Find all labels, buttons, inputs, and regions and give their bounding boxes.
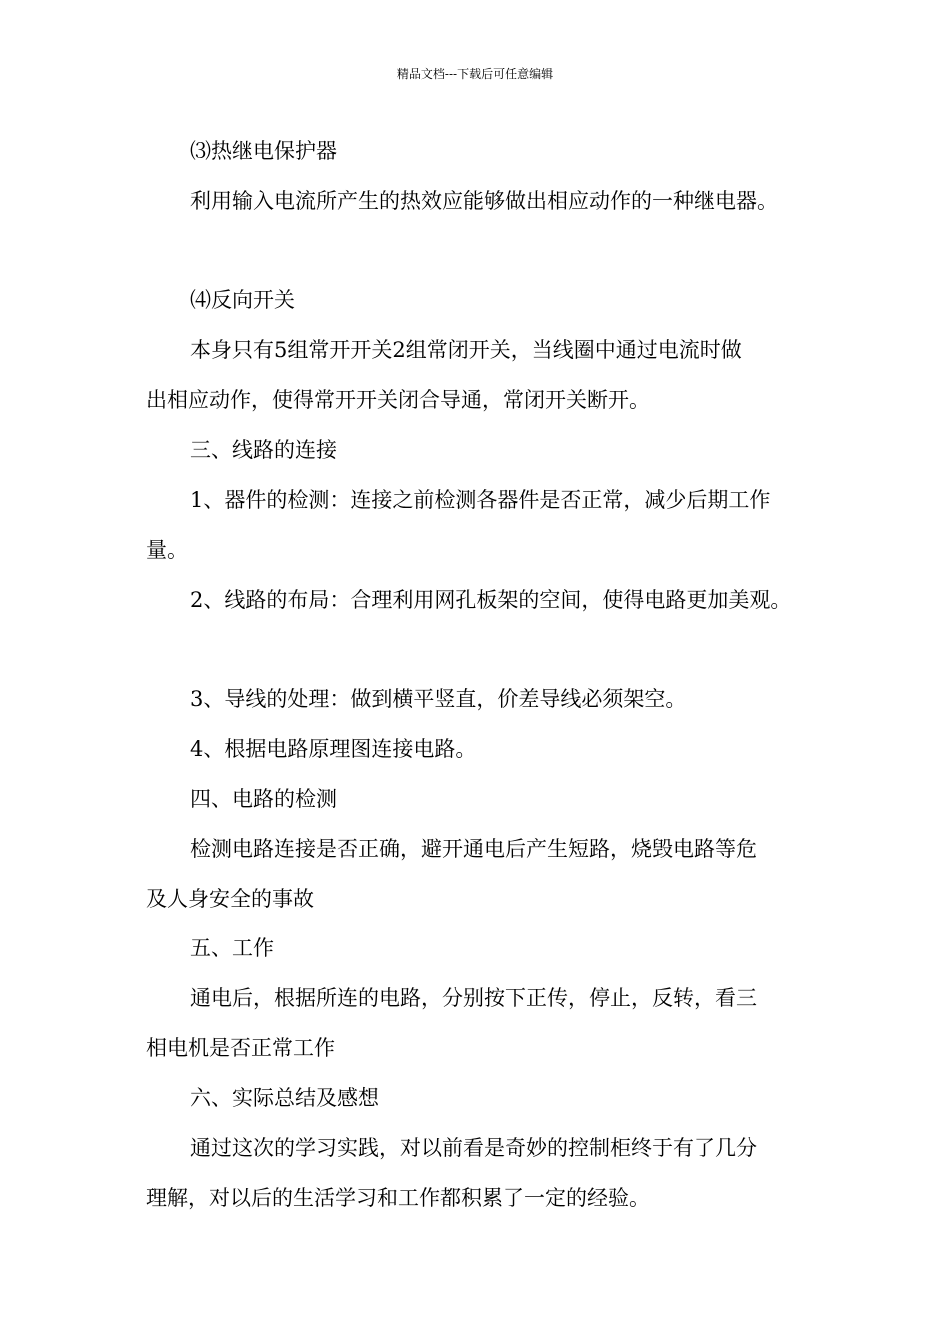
paragraph-summary-line-1: 通过这次的学习实践，对以前看是奇妙的控制柜终于有了几分 [190, 1136, 757, 1160]
paragraph-operation-line-2: 相电机是否正常工作 [146, 1036, 335, 1060]
paragraph-circuit-check-line-1: 检测电路连接是否正确，避开通电后产生短路，烧毁电路等危 [190, 837, 757, 861]
paragraph-summary-line-2: 理解，对以后的生活学习和工作都积累了一定的经验。 [146, 1186, 650, 1210]
list-item-component-check-line-2: 量。 [146, 538, 188, 562]
paragraph-operation-line-1: 通电后，根据所连的电路，分别按下正传，停止，反转，看三 [190, 986, 757, 1010]
heading-thermal-relay: ⑶热继电保护器 [190, 139, 337, 163]
section-heading-circuit-check: 四、电路的检测 [190, 787, 337, 811]
paragraph-reverse-switch-line-1: 本身只有5组常开开关2组常闭开关，当线圈中通过电流时做 [190, 338, 742, 362]
list-item-component-check-line-1: 1、器件的检测：连接之前检测各器件是否正常，减少后期工作 [190, 488, 771, 512]
section-heading-wiring: 三、线路的连接 [190, 438, 337, 462]
list-item-wire-handling: 3、导线的处理：做到横平竖直，价差导线必须架空。 [190, 687, 687, 711]
section-heading-summary: 六、实际总结及感想 [190, 1086, 379, 1110]
section-heading-operation: 五、工作 [190, 936, 274, 960]
page-header: 精品文档---下载后可任意编辑 [396, 67, 554, 81]
heading-reverse-switch: ⑷反向开关 [190, 288, 295, 312]
paragraph-circuit-check-line-2: 及人身安全的事故 [146, 887, 314, 911]
list-item-layout: 2、线路的布局：合理利用网孔板架的空间，使得电路更加美观。 [190, 588, 792, 612]
paragraph-reverse-switch-line-2: 出相应动作，使得常开开关闭合导通，常闭开关断开。 [146, 388, 650, 412]
list-item-schematic: 4、根据电路原理图连接电路。 [190, 737, 477, 761]
paragraph-thermal-relay: 利用输入电流所产生的热效应能够做出相应动作的一种继电器。 [190, 189, 778, 213]
